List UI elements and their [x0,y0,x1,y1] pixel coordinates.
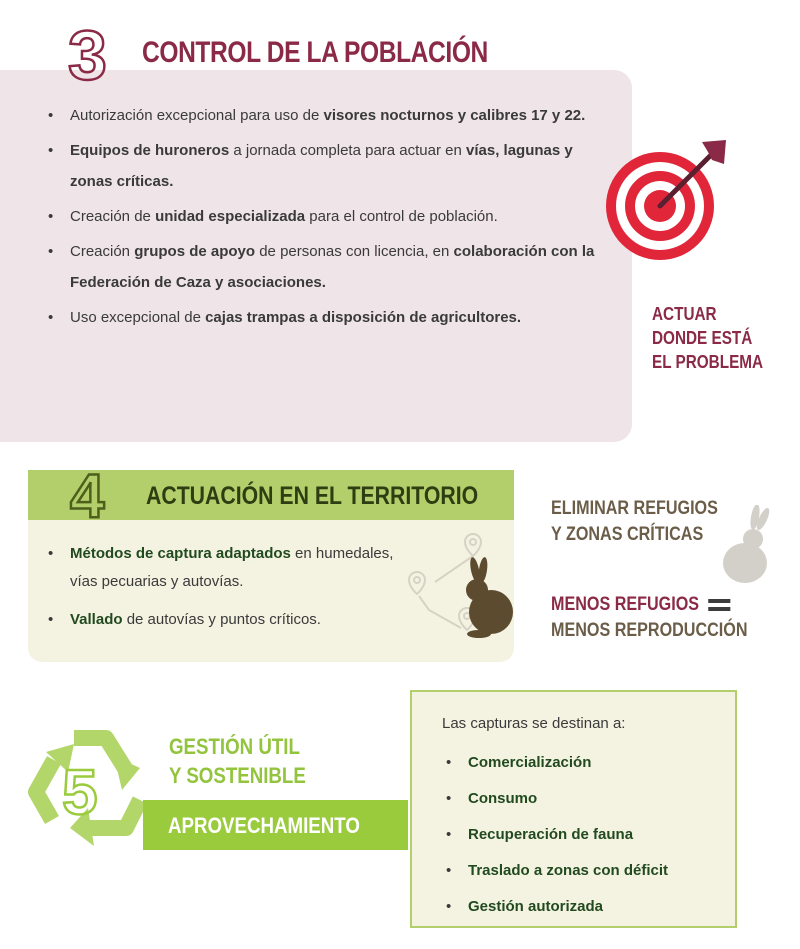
caption-line: EL PROBLEMA [652,352,764,372]
item-text: en humedales, vías pecuarias y autovías. [70,545,394,590]
section-5-number: 5 [62,756,98,828]
section-3-number: 3 [68,16,107,94]
item-bold: cajas trampas a disposición de agricultores. [205,309,522,326]
item-text: Creación [70,243,135,260]
item-bold: Consumo [468,790,538,807]
list-item [40,606,420,634]
list-item [40,236,615,298]
section-4-side-caption [551,496,718,548]
list-item [40,135,615,197]
item-bold: Vallado [70,611,123,628]
caption-line: DONDE ESTÁ [652,328,753,348]
item-text: Uso excepcional de [70,309,206,326]
list-item [40,201,615,232]
section-5-title [169,732,306,790]
item-bold: Traslado a zonas con déficit [468,862,669,879]
list-item [40,100,615,131]
item-text: Autorización excepcional para uso de [70,107,324,124]
item-bold: Equipos de huroneros [70,142,230,159]
item-text: de personas con licencia, en [255,243,454,260]
section-4-list [40,540,420,644]
title-line: Y SOSTENIBLE [169,763,306,788]
section-4-equation [551,592,748,644]
list-item [40,540,420,596]
item-bold: Métodos de captura adaptados [70,545,291,562]
caption-line: ELIMINAR REFUGIOS [551,498,718,519]
section-3-title: CONTROL DE LA POBLACIÓN [142,36,488,69]
section-3-side-caption [652,302,763,374]
list-item [438,817,728,853]
fewer-reproduction-text: MENOS REPRODUCCIÓN [551,620,748,641]
list-item [438,745,728,781]
list-item [40,302,615,333]
section-4-number: 4 [70,462,105,531]
caption-line: Y ZONAS CRÍTICAS [551,524,704,545]
map-route-icon [395,520,525,650]
title-line: GESTIÓN ÚTIL [169,734,300,759]
list-item [438,889,728,925]
item-text: a jornada completa para actuar en [229,142,467,159]
rabbit-icon [466,556,513,638]
list-item [438,781,728,817]
item-bold: visores nocturnos y calibres 17 y 22. [323,107,586,124]
list-item [438,853,728,889]
item-bold: Comercialización [468,754,592,771]
item-bold: colaboración con la Federación de Caza y asociaciones. [70,243,595,291]
section-5-bar-label: APROVECHAMIENTO [168,813,360,838]
equals-icon [709,599,731,611]
section-4-title: ACTUACIÓN EN EL TERRITORIO [146,482,479,510]
section-5-intro: Las capturas se destinan a: [442,715,626,732]
caption-line: ACTUAR [652,304,717,324]
item-text: Creación de [70,208,156,225]
item-bold: Recuperación de fauna [468,826,634,843]
target-arrow-icon [602,138,728,264]
section-5-list [438,745,728,925]
rabbit-silhouette-icon [715,505,775,585]
item-bold: grupos de apoyo [134,243,256,260]
item-bold: vías, lagunas y zonas críticas. [70,142,573,190]
item-text: de autovías y puntos críticos. [122,611,321,628]
fewer-refuges-text: MENOS REFUGIOS [551,594,700,615]
item-text: para el control de población. [305,208,498,225]
item-bold: unidad especializada [155,208,306,225]
item-bold: Gestión autorizada [468,898,604,915]
section-3-list [40,100,615,337]
